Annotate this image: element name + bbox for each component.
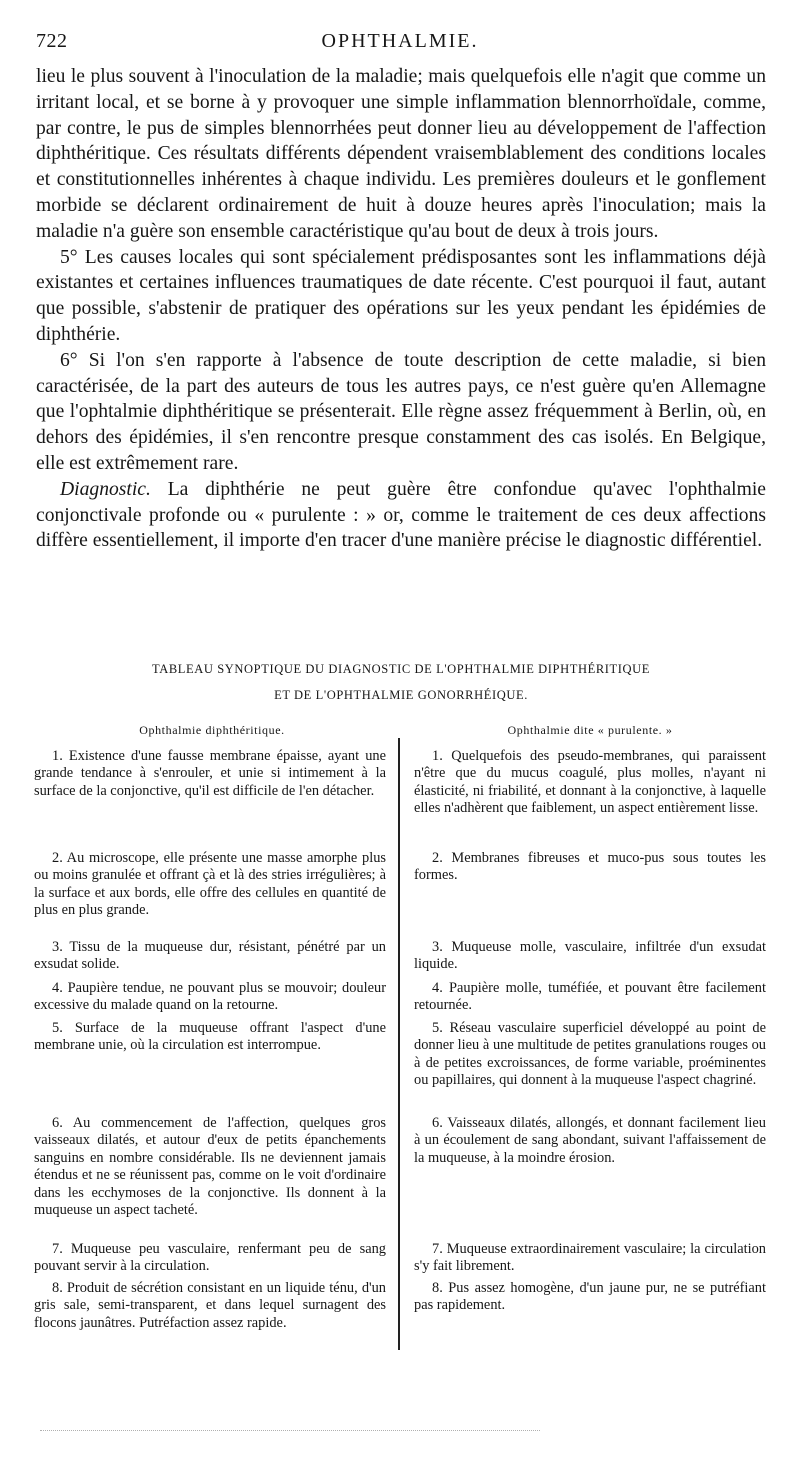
page-header: [36, 30, 764, 56]
right-item-6: 6. Vaisseaux dilatés, allongés, et donnant facilement lieu à un écoulement de sang abondant, suivant l'affaissement de la muqueuse, à la moindre érosion.: [414, 1115, 766, 1166]
left-item-7: 7. Muqueuse peu vasculaire, renfermant peu de sang pouvant servir à la circulation.: [34, 1241, 386, 1275]
left-item-4: 4. Paupière tendue, ne pouvant plus se mouvoir; douleur excessive du malade quand on la retourne.: [34, 980, 386, 1014]
left-item-6: 6. Au commencement de l'affection, quelques gros vaisseaux dilatés, et autour d'eux de petits épanchements sanguins en nombre considérable. Ils ne deviennent jamais étendus et ne se réunissent pas, comme on le voit d'ordinaire dans les ecchymoses de la conjonctive. Ils donnent à la muqueuse un aspect tacheté.: [34, 1115, 386, 1219]
column-heading-diphtheritic: Ophthalmie diphthéritique.: [139, 723, 285, 737]
paragraph-diagnostic: [36, 477, 766, 554]
right-item-2: 2. Membranes fibreuses et muco-pus sous toutes les formes.: [414, 850, 766, 884]
left-item-8: 8. Produit de sécrétion consistant en un liquide ténu, d'un gris sale, semi-transparent, et dans lequel surnagent des flocons jaunâtres. Putréfaction assez rapide.: [34, 1280, 386, 1331]
right-item-4: 4. Paupière molle, tuméfiée, et pouvant être facilement retournée.: [414, 980, 766, 1014]
left-item-2: 2. Au microscope, elle présente une masse amorphe plus ou moins granulée et offrant çà et là des stries irrégulières; à la surface et aux bords, elle offre des cellules en quantité de plus en plus grande.: [34, 850, 386, 919]
diagnostic-text: La diphthérie ne peut guère être confondue qu'avec l'ophthalmie conjonctivale profonde ou « purulente : » or, comme le traitement de ces deux affections diffère essentiellement, il importe d'en tracer d'une manière précise le diagnostic différentiel.: [36, 478, 766, 552]
diagnostic-label: Diagnostic.: [60, 478, 151, 500]
table-title-line-2: ET DE L'OPHTHALMIE GONORRHÉIQUE.: [274, 688, 528, 702]
left-item-3: 3. Tissu de la muqueuse dur, résistant, pénétré par un exsudat solide.: [34, 939, 386, 973]
paragraph-1: lieu le plus souvent à l'inoculation de la maladie; mais quelquefois elle n'agit que comme un irritant local, et se borne à y provoquer une simple inflammation blennorrhoïdale, comme, par contre, le pus de simples blennorrhées peut donner lieu au développement de l'affection diphthéritique. Ces résultats différents dépendent vraisemblablement des conditions locales et constitutionnelles inhérentes à chaque individu. Les premières douleurs et le gonflement morbide se déclarent ordinairement de huit à douze heures après l'inoculation; mais la maladie n'a guère son ensemble caractéristique qu'au bout de deux à trois jours.: [36, 66, 766, 242]
left-item-1: 1. Existence d'une fausse membrane épaisse, ayant une grande tendance à s'enrouler, et unie si intimement à la surface de la conjonctive, qu'il est difficile de l'en détacher.: [34, 748, 386, 799]
column-heading-purulent: Ophthalmie dite « purulente. »: [507, 723, 673, 737]
right-item-7: 7. Muqueuse extraordinairement vasculaire; la circulation s'y fait librement.: [414, 1241, 766, 1275]
table-title-line-1: TABLEAU SYNOPTIQUE DU DIAGNOSTIC DE L'OPHTHALMIE DIPHTHÉRITIQUE: [151, 662, 651, 676]
right-item-5: 5. Réseau vasculaire superficiel développé au point de donner lieu à une multitude de petites granulations rouges ou à de petites excroissances, de forme variable, proéminentes ou papillaires, qui donnent à la muqueuse l'aspect chagriné.: [414, 1020, 766, 1089]
body-text: [36, 64, 766, 554]
running-title: OPHTHALMIE.: [321, 30, 479, 52]
footer-bleedthrough: [40, 1430, 540, 1433]
paragraph-3: 6° Si l'on s'en rapporte à l'absence de toute description de cette maladie, si bien caractérisée, de la part des auteurs de tous les autres pays, ce n'est guère qu'en Allemagne que l'ophtalmie diphthéritique se présenterait. Elle règne assez fréquemment à Berlin, où, en dehors des épidémies, il s'en rencontre presque constamment des cas isolés. En Belgique, elle est extrêmement rare.: [36, 349, 766, 474]
page-number: 722: [36, 30, 68, 52]
table-title: [36, 656, 766, 708]
right-item-3: 3. Muqueuse molle, vasculaire, infiltrée d'un exsudat liquide.: [414, 939, 766, 973]
right-item-1: 1. Quelquefois des pseudo-membranes, qui paraissent n'être que du mucus coagulé, plus molles, n'ayant ni élasticité, ni friabilité, et donnant à la conjonctive, à laquelle elles n'adhèrent que faiblement, un aspect entièrement lisse.: [414, 748, 766, 817]
left-item-5: 5. Surface de la muqueuse offrant l'aspect d'une membrane unie, où la circulation est interrompue.: [34, 1020, 386, 1054]
paragraph-2: 5° Les causes locales qui sont spécialement prédisposantes sont les inflammations déjà existantes et certaines influences traumatiques de date récente. C'est pourquoi il faut, autant que possible, s'abstenir de pratiquer des opérations sur les yeux pendant les épidémies de diphthérie.: [36, 246, 766, 345]
column-divider: [398, 738, 400, 1350]
right-item-8: 8. Pus assez homogène, d'un jaune pur, ne se putréfiant pas rapidement.: [414, 1280, 766, 1314]
